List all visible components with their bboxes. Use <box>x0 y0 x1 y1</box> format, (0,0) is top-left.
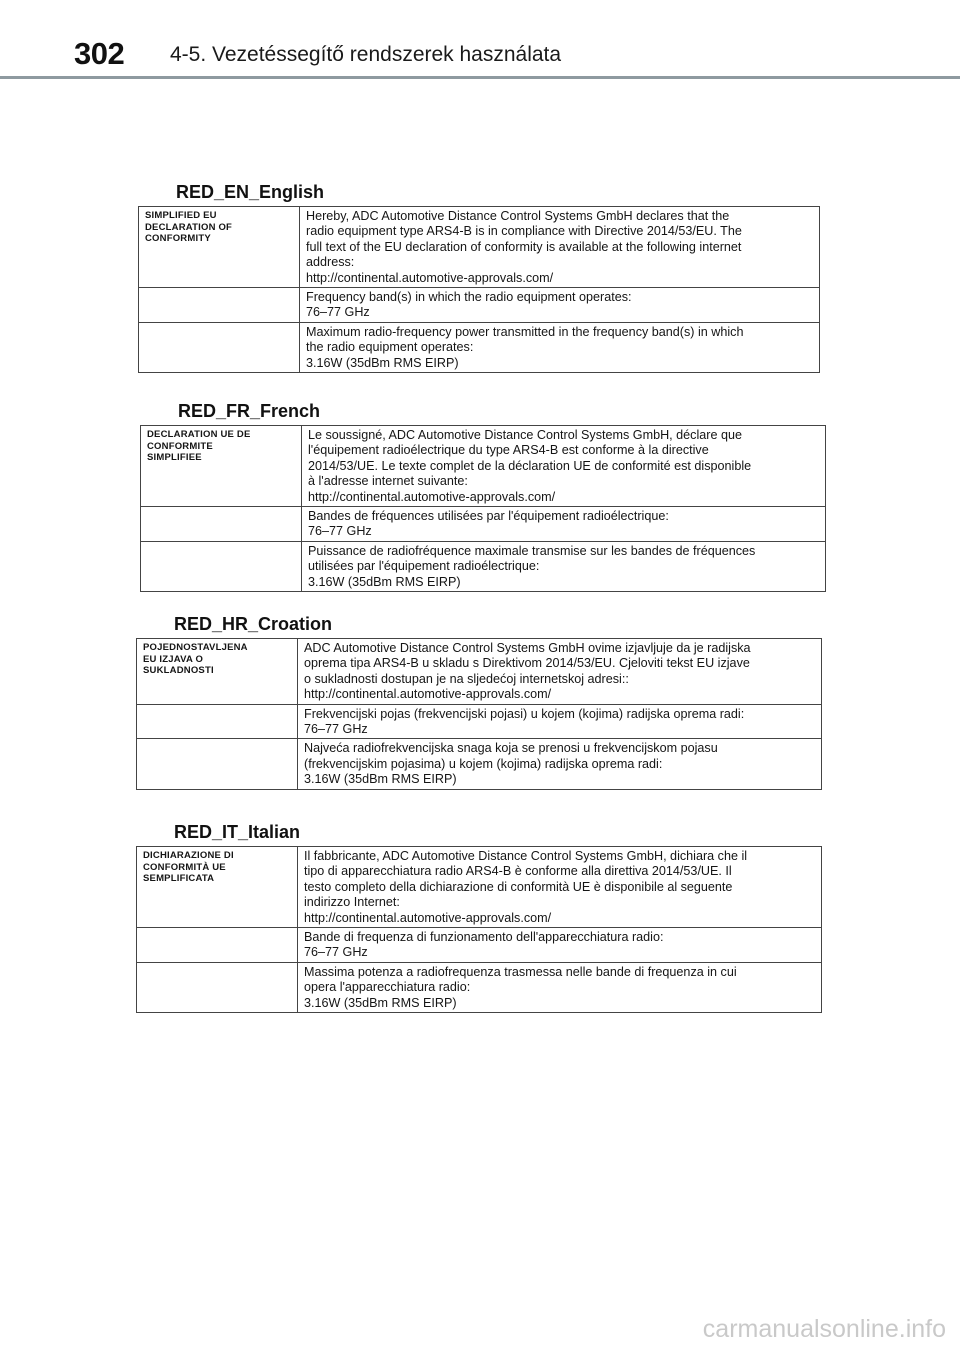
text-line: Maximum radio-frequency power transmitted in the frequency band(s) in which <box>306 324 744 339</box>
frequency-text <box>298 704 822 739</box>
declaration-label <box>139 207 300 288</box>
text-line: radio equipment type ARS4-B is in compliance with Directive 2014/53/EU. The <box>306 224 742 239</box>
power-text <box>302 541 826 591</box>
empty-label-cell <box>137 962 298 1012</box>
text-line: 3.16W (35dBm RMS EIRP) <box>308 574 461 589</box>
text-line: Najveća radiofrekvencijska snaga koja se prenosi u frekvencijskom pojasu <box>304 741 718 756</box>
table-row <box>137 847 822 928</box>
section-english <box>138 181 820 373</box>
declaration-text <box>302 426 826 507</box>
declaration-table <box>138 206 820 373</box>
text-line: the radio equipment operates: <box>306 340 474 355</box>
declaration-label <box>141 426 302 507</box>
text-line: 3.16W (35dBm RMS EIRP) <box>304 772 457 787</box>
label-line: POJEDNOSTAVLJENA <box>143 642 248 653</box>
header-divider <box>0 76 960 79</box>
text-line: Frekvencijski pojas (frekvencijski pojasi) u kojem (kojima) radijska oprema radi: <box>304 706 745 721</box>
table-row <box>139 288 820 323</box>
declaration-text <box>298 847 822 928</box>
text-line: testo completo della dichiarazione di conformità UE è disponibile al seguente <box>304 879 733 894</box>
section-title: RED_EN_English <box>176 182 325 202</box>
text-line: oprema tipa ARS4-B u skladu s Direktivom 2014/53/EU. Cjeloviti tekst EU izjave <box>304 656 750 671</box>
text-line: ADC Automotive Distance Control Systems GmbH ovime izjavljuje da je radijska <box>304 641 751 655</box>
table-row <box>139 207 820 288</box>
page-header <box>0 0 960 80</box>
url-text: http://continental.automotive-approvals.com/ <box>304 910 552 925</box>
text-line: Puissance de radiofréquence maximale transmise sur les bandes de fréquences <box>308 543 756 558</box>
frequency-text <box>302 507 826 542</box>
chapter-title: 4-5. Vezetéssegítő rendszerek használata <box>170 43 562 66</box>
text-line: tipo di apparecchiatura radio ARS4-B è conforme alla direttiva 2014/53/UE. Il <box>304 864 732 879</box>
declaration-table <box>136 638 822 790</box>
text-line: 76–77 GHz <box>308 524 372 539</box>
label-line: SIMPLIFIEE <box>147 452 202 464</box>
text-line: 3.16W (35dBm RMS EIRP) <box>306 355 459 370</box>
power-text <box>298 962 822 1012</box>
url-text: http://continental.automotive-approvals.com/ <box>304 687 552 702</box>
url-text: http://continental.automotive-approvals.com/ <box>308 489 556 504</box>
label-line: DICHIARAZIONE DI <box>143 850 234 861</box>
text-line: Bandes de fréquences utilisées par l'équipement radioélectrique: <box>308 509 669 524</box>
declaration-table <box>140 425 826 592</box>
text-line: Bande di frequenza di funzionamento dell'apparecchiatura radio: <box>304 930 664 945</box>
table-row <box>139 322 820 372</box>
section-french <box>140 400 826 592</box>
text-line: 3.16W (35dBm RMS EIRP) <box>304 995 457 1010</box>
text-line: Frequency band(s) in which the radio equipment operates: <box>306 290 632 305</box>
table-row <box>137 739 822 789</box>
label-line: SUKLADNOSTI <box>143 665 214 677</box>
power-text <box>298 739 822 789</box>
text-line: full text of the EU declaration of conformity is available at the following internet <box>306 239 742 254</box>
table-row <box>137 639 822 705</box>
text-line: Hereby, ADC Automotive Distance Control Systems GmbH declares that the <box>306 209 730 223</box>
power-text <box>300 322 820 372</box>
url-text: http://continental.automotive-approvals.com/ <box>306 270 554 285</box>
text-line: 76–77 GHz <box>304 945 368 960</box>
label-line: DECLARATION OF <box>145 221 233 233</box>
text-line: o sukladnosti dostupan je na sljedećoj internetskoj adresi:: <box>304 671 629 686</box>
declaration-text <box>300 207 820 288</box>
label-line: EU IZJAVA O <box>143 653 204 665</box>
text-line: 76–77 GHz <box>306 305 370 320</box>
empty-label-cell <box>139 322 300 372</box>
table-row <box>137 962 822 1012</box>
table-row <box>141 541 826 591</box>
text-line: Massima potenza a radiofrequenza trasmessa nelle bande di frequenza in cui <box>304 964 737 979</box>
text-line: address: <box>306 255 355 270</box>
text-line: 2014/53/UE. Le texte complet de la déclaration UE de conformité est disponible <box>308 458 752 473</box>
label-line: DECLARATION UE DE <box>147 429 251 440</box>
watermark-text: carmanualsonline.info <box>702 1315 946 1343</box>
declaration-table <box>136 846 822 1013</box>
frequency-text <box>298 928 822 963</box>
empty-label-cell <box>139 288 300 323</box>
text-line: l'équipement radioélectrique du type ARS4-B est conforme à la directive <box>308 443 709 458</box>
text-line: indirizzo Internet: <box>304 895 400 910</box>
declaration-text <box>298 639 822 705</box>
empty-label-cell <box>141 541 302 591</box>
text-line: 76–77 GHz <box>304 722 368 737</box>
text-line: Le soussigné, ADC Automotive Distance Control Systems GmbH, déclare que <box>308 428 742 442</box>
table-row <box>137 928 822 963</box>
section-title: RED_FR_French <box>178 401 321 421</box>
empty-label-cell <box>137 928 298 963</box>
table-row <box>137 704 822 739</box>
section-title: RED_IT_Italian <box>174 822 301 842</box>
text-line: à l'adresse internet suivante: <box>308 474 468 489</box>
label-line: CONFORMITÀ UE <box>143 861 226 873</box>
section-italian <box>136 821 822 1013</box>
label-line: CONFORMITE <box>147 440 213 452</box>
table-row <box>141 426 826 507</box>
text-line: opera l'apparecchiatura radio: <box>304 980 471 995</box>
declaration-label <box>137 639 298 705</box>
section-croatian <box>136 613 822 790</box>
text-line: Il fabbricante, ADC Automotive Distance Control Systems GmbH, dichiara che il <box>304 849 748 863</box>
label-line: SEMPLIFICATA <box>143 873 215 885</box>
empty-label-cell <box>137 704 298 739</box>
text-line: (frekvencijskim pojasima) u kojem (kojima) radijska oprema radi: <box>304 756 663 771</box>
text-line: utilisées par l'équipement radioélectrique: <box>308 559 540 574</box>
label-line: CONFORMITY <box>145 233 211 245</box>
table-row <box>141 507 826 542</box>
label-line: SIMPLIFIED EU <box>145 210 217 221</box>
page-number: 302 <box>74 36 125 71</box>
frequency-text <box>300 288 820 323</box>
empty-label-cell <box>141 507 302 542</box>
declaration-label <box>137 847 298 928</box>
empty-label-cell <box>137 739 298 789</box>
section-title: RED_HR_Croation <box>174 614 333 634</box>
